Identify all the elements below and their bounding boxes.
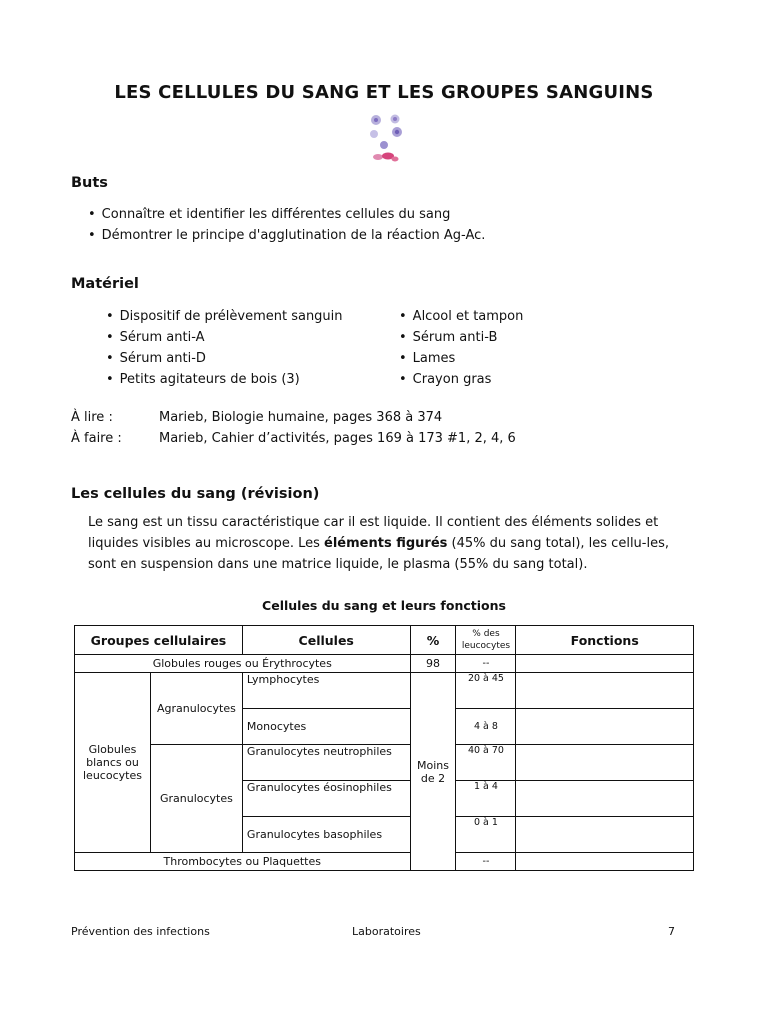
list-item: • Alcool et tampon bbox=[399, 306, 523, 327]
cell-pct-leuco: 20 à 45 bbox=[456, 673, 516, 709]
cell-pink-3 bbox=[392, 157, 399, 162]
list-item: • Sérum anti-D bbox=[106, 348, 343, 369]
header-pct: % bbox=[410, 626, 456, 655]
table-header-row bbox=[75, 626, 694, 655]
fonction-cell bbox=[516, 817, 694, 853]
header-fonctions: Fonctions bbox=[516, 626, 694, 655]
cell-pct-leuco: 40 à 70 bbox=[456, 745, 516, 781]
reference-label: À lire : bbox=[71, 410, 113, 425]
cell-nucleus-1 bbox=[374, 118, 378, 122]
reference-lire bbox=[71, 410, 442, 425]
erythro-pct-leuco: -- bbox=[456, 655, 516, 673]
cell-name: Monocytes bbox=[242, 709, 410, 745]
buts-list bbox=[88, 204, 485, 246]
cell-pink-1 bbox=[373, 154, 383, 160]
footer-center: Laboratoires bbox=[352, 925, 421, 938]
cell-name: Granulocytes basophiles bbox=[242, 817, 410, 853]
paragraph-text: Le sang est un tissu caractéristique car il est liquide. Il contient des éléments solides et liquides visibles au microscope. Les bbox=[88, 515, 659, 551]
list-item: • Sérum anti-A bbox=[106, 327, 343, 348]
cell-pct-leuco: 4 à 8 bbox=[456, 709, 516, 745]
fonction-cell bbox=[516, 853, 694, 871]
header-pct-leuco: % des leucocytes bbox=[456, 626, 516, 655]
reference-faire bbox=[71, 431, 516, 446]
table-row bbox=[75, 745, 694, 781]
list-item: • Démontrer le principe d'agglutination de la réaction Ag-Ac. bbox=[88, 225, 485, 246]
fonction-cell bbox=[516, 673, 694, 709]
materiel-list-right bbox=[399, 306, 523, 390]
cell-name: Granulocytes éosinophiles bbox=[242, 781, 410, 817]
agranulocytes-label: Agranulocytes bbox=[150, 673, 242, 745]
fonction-cell bbox=[516, 709, 694, 745]
thrombo-label: Thrombocytes ou Plaquettes bbox=[75, 853, 411, 871]
list-item: • Lames bbox=[399, 348, 523, 369]
paragraph-bold-term: éléments figurés bbox=[324, 536, 448, 551]
reference-text: Marieb, Cahier d’activités, pages 169 à 173 #1, 2, 4, 6 bbox=[159, 431, 516, 446]
footer-left: Prévention des infections bbox=[71, 925, 210, 938]
granulocytes-label: Granulocytes bbox=[150, 745, 242, 853]
cell-nucleus-2 bbox=[393, 117, 397, 121]
cell-pct-leuco: 0 à 1 bbox=[456, 817, 516, 853]
cell-name: Granulocytes neutrophiles bbox=[242, 745, 410, 781]
reference-label: À faire : bbox=[71, 431, 122, 446]
cell-pct-leuco: 1 à 4 bbox=[456, 781, 516, 817]
moins-de-2-label: Moins de 2 bbox=[410, 673, 456, 871]
globules-blancs-label: Globules blancs ou leucocytes bbox=[75, 673, 151, 853]
list-item: • Connaître et identifier les différentes cellules du sang bbox=[88, 204, 485, 225]
thrombo-pct-leuco: -- bbox=[456, 853, 516, 871]
table-caption: Cellules du sang et leurs fonctions bbox=[262, 598, 506, 613]
header-cellules: Cellules bbox=[242, 626, 410, 655]
blood-cells-table bbox=[74, 625, 694, 871]
erythro-pct: 98 bbox=[410, 655, 456, 673]
cell-nucleus-4 bbox=[395, 130, 399, 134]
fonction-cell bbox=[516, 745, 694, 781]
section-heading-materiel: Matériel bbox=[71, 276, 139, 292]
fonction-cell bbox=[516, 655, 694, 673]
paragraph-text: (45% du sang total), les cellu-les, sont en suspension dans une matrice liquide, le plasma (55% du sang total). bbox=[88, 536, 669, 572]
table-row bbox=[75, 655, 694, 673]
cell-dot-5 bbox=[380, 141, 388, 149]
erythro-label: Globules rouges ou Érythrocytes bbox=[75, 655, 411, 673]
table-row bbox=[75, 853, 694, 871]
list-item: • Sérum anti-B bbox=[399, 327, 523, 348]
page-title: LES CELLULES DU SANG ET LES GROUPES SANGUINS bbox=[114, 82, 654, 103]
section-heading-cellules: Les cellules du sang (révision) bbox=[71, 486, 320, 502]
list-item: • Crayon gras bbox=[399, 369, 523, 390]
section-heading-buts: Buts bbox=[71, 175, 108, 191]
cell-dot-3 bbox=[370, 130, 378, 138]
blood-cells-illustration bbox=[364, 112, 406, 166]
fonction-cell bbox=[516, 781, 694, 817]
table-row bbox=[75, 673, 694, 709]
cell-name: Lymphocytes bbox=[242, 673, 410, 709]
header-groupes: Groupes cellulaires bbox=[75, 626, 243, 655]
list-item: • Dispositif de prélèvement sanguin bbox=[106, 306, 343, 327]
list-item: • Petits agitateurs de bois (3) bbox=[106, 369, 343, 390]
intro-paragraph bbox=[88, 512, 700, 575]
reference-text: Marieb, Biologie humaine, pages 368 à 374 bbox=[159, 410, 443, 425]
materiel-list-left bbox=[106, 306, 343, 390]
page-number: 7 bbox=[668, 925, 675, 938]
